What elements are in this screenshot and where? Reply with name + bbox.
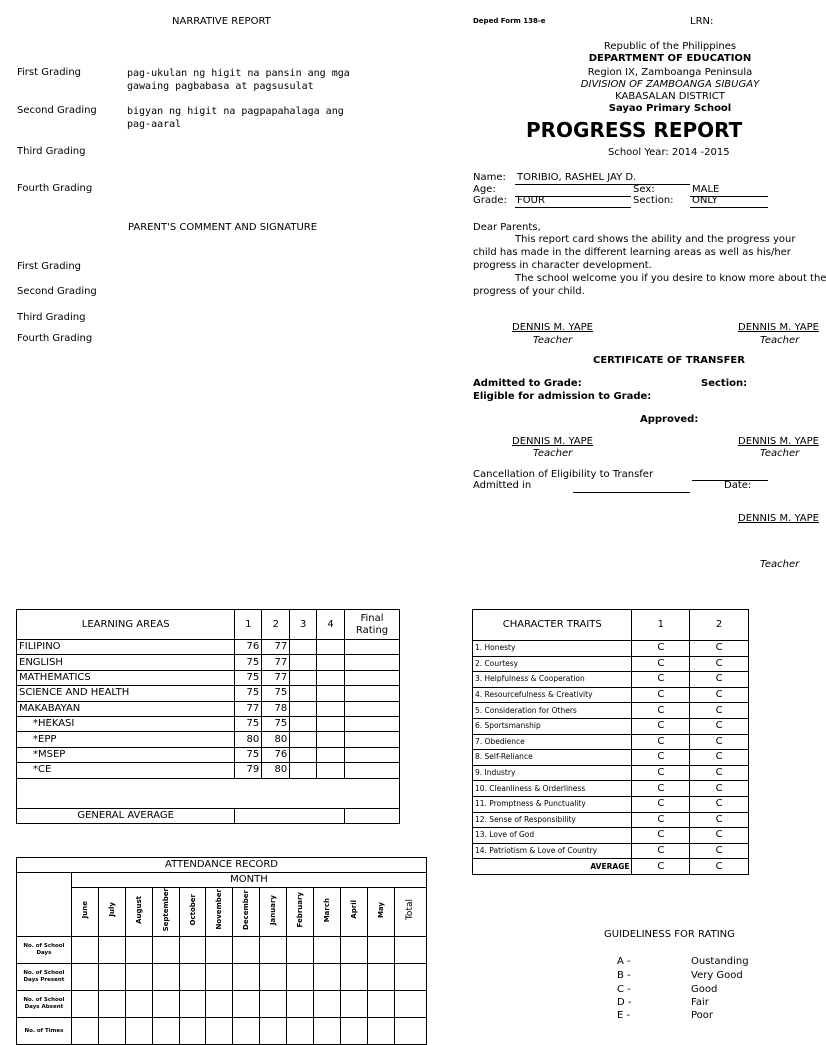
la-q1: 77	[235, 701, 262, 716]
la-q2: 75	[262, 686, 290, 701]
la-q2: 78	[262, 701, 290, 716]
table-row	[473, 734, 749, 750]
student-name: TORIBIO, RASHEL JAY D.	[517, 172, 637, 183]
guideline-desc: Fair	[691, 997, 709, 1008]
attendance-row-label: No. of School Days	[17, 937, 72, 964]
ct-trait: 6. Sportsmanship	[473, 718, 632, 734]
attendance-table	[16, 857, 427, 1045]
parents-title: PARENT'S COMMENT AND SIGNATURE	[128, 222, 318, 233]
table-row	[473, 812, 749, 828]
ct-trait: 2. Courtesy	[473, 656, 632, 672]
ct-trait: 11. Promptness & Punctuality	[473, 796, 632, 812]
ct-q1: C	[632, 687, 690, 703]
narrative-text-first-2: gawaing pagbabasa at pagsusulat	[127, 81, 314, 92]
teacher-name-2: DENNIS M. YAPE	[512, 436, 593, 447]
region: Region IX, Zamboanga Peninsula	[587, 67, 753, 78]
parents-label-second: Second Grading	[17, 286, 97, 297]
guideline-desc: Poor	[691, 1010, 714, 1021]
student-sex: MALE	[692, 184, 720, 195]
narrative-label-second: Second Grading	[17, 105, 97, 116]
narrative-label-first: First Grading	[17, 67, 82, 78]
la-q2: 75	[262, 716, 290, 731]
teacher-name: DENNIS M. YAPE	[512, 322, 593, 333]
la-area: *EPP	[17, 732, 235, 747]
attendance-title: ATTENDANCE RECORD	[17, 858, 427, 873]
ct-header-q2: 2	[690, 610, 749, 641]
la-q1: 75	[235, 716, 262, 731]
parents-label-fourth: Fourth Grading	[17, 333, 93, 344]
guideline-desc: Good	[691, 984, 718, 995]
la-q1: 80	[235, 732, 262, 747]
admitted-in-label: Admitted in	[473, 480, 532, 491]
school-name: Sayao Primary School	[608, 103, 732, 114]
grade-label: Grade:	[473, 195, 507, 206]
ct-q2: C	[690, 641, 749, 657]
name-label: Name:	[473, 172, 506, 183]
attendance-row-label: No. of Times	[17, 1018, 72, 1045]
table-row	[473, 672, 749, 688]
month-june: June	[80, 901, 89, 919]
parents-label-third: Third Grading	[17, 312, 86, 323]
table-row	[473, 781, 749, 797]
teacher-role-2: Teacher	[533, 448, 573, 459]
district: KABASALAN DISTRICT	[615, 91, 725, 102]
head-name: DENNIS M. YAPE	[738, 322, 819, 333]
ct-q2: C	[690, 656, 749, 672]
la-area: ENGLISH	[17, 655, 235, 670]
guideline-grade: C -	[617, 984, 631, 995]
parents-label-first: First Grading	[17, 261, 82, 272]
month-january: January	[269, 894, 278, 925]
lrn-label: LRN:	[690, 16, 714, 27]
ct-q1: C	[632, 812, 690, 828]
ct-average-label: AVERAGE	[473, 859, 632, 875]
month-april: April	[350, 900, 359, 920]
la-q2: 80	[262, 732, 290, 747]
table-row	[473, 796, 749, 812]
narrative-title: NARRATIVE REPORT	[172, 16, 271, 27]
table-row	[473, 687, 749, 703]
ct-trait: 8. Self-Reliance	[473, 750, 632, 766]
table-row	[473, 718, 749, 734]
table-row	[17, 763, 400, 778]
teacher-role: Teacher	[533, 335, 573, 346]
head-name-3: DENNIS M. YAPE	[738, 513, 819, 524]
form-number: Deped Form 138-e	[473, 17, 546, 25]
page-title: PROGRESS REPORT	[526, 118, 743, 142]
student-section: ONLY	[692, 195, 718, 206]
ct-q1: C	[632, 718, 690, 734]
eligible-grade: Eligible for admission to Grade:	[473, 391, 652, 402]
narrative-text-second-2: pag-aaral	[127, 119, 182, 130]
narrative-text-first-1: pag-ukulan ng higit na pansin ang mga	[127, 68, 350, 79]
ct-q1: C	[632, 796, 690, 812]
general-average-label: GENERAL AVERAGE	[17, 808, 235, 823]
table-row	[17, 640, 400, 655]
ct-q2: C	[690, 843, 749, 859]
head-role-3: Teacher	[760, 559, 800, 570]
ct-q2: C	[690, 859, 749, 875]
table-row	[473, 656, 749, 672]
guideline-grade: E -	[617, 1010, 631, 1021]
narrative-label-third: Third Grading	[17, 146, 86, 157]
sex-label: Sex:	[633, 184, 655, 195]
table-row	[473, 828, 749, 844]
narrative-label-fourth: Fourth Grading	[17, 183, 93, 194]
division: DIVISION OF ZAMBOANGA SIBUGAY	[580, 79, 760, 90]
ct-q1: C	[632, 781, 690, 797]
la-area: MATHEMATICS	[17, 670, 235, 685]
la-q2: 77	[262, 655, 290, 670]
cancellation-label: Cancellation of Eligibility to Transfer	[473, 469, 654, 480]
month-december: December	[242, 889, 251, 930]
la-header-q1: 1	[235, 610, 262, 640]
learning-areas-table	[16, 609, 400, 824]
ct-trait: 1. Honesty	[473, 641, 632, 657]
attendance-row-label: No. of School Days Present	[17, 964, 72, 991]
ct-trait: 4. Resourcefulness & Creativity	[473, 687, 632, 703]
narrative-text-second-1: bigyan ng higit na pagpapahalaga ang	[127, 106, 344, 117]
transfer-title: CERTIFICATE OF TRANSFER	[593, 355, 745, 366]
table-row	[17, 732, 400, 747]
month-march: March	[323, 897, 332, 922]
letter-greeting: Dear Parents,	[473, 222, 541, 233]
la-area: MAKABAYAN	[17, 701, 235, 716]
ct-q2: C	[690, 734, 749, 750]
month-may: May	[376, 901, 385, 918]
la-q2: 77	[262, 670, 290, 685]
ct-header-trait: CHARACTER TRAITS	[473, 610, 632, 641]
letter-line-4: The school welcome you if you desire to know more about the	[515, 273, 826, 284]
date-label: Date:	[724, 480, 752, 491]
table-row	[473, 765, 749, 781]
ct-q2: C	[690, 812, 749, 828]
age-label: Age:	[473, 184, 496, 195]
ct-trait: 9. Industry	[473, 765, 632, 781]
ct-q2: C	[690, 781, 749, 797]
la-q1: 76	[235, 640, 262, 655]
la-q1: 75	[235, 686, 262, 701]
school-year: School Year: 2014 -2015	[608, 147, 730, 158]
table-row	[473, 843, 749, 859]
letter-line-5: progress of your child.	[473, 286, 585, 297]
letter-line-3: progress in character development.	[473, 260, 652, 271]
guideline-grade: A -	[617, 956, 631, 967]
month-september: September	[161, 888, 170, 932]
la-q1: 75	[235, 655, 262, 670]
ct-q1: C	[632, 765, 690, 781]
ct-trait: 5. Consideration for Others	[473, 703, 632, 719]
section-label: Section:	[633, 195, 674, 206]
approved-label: Approved:	[640, 414, 699, 425]
la-area: SCIENCE AND HEALTH	[17, 686, 235, 701]
ct-q1: C	[632, 750, 690, 766]
month-february: February	[296, 891, 305, 928]
admitted-grade: Admitted to Grade:	[473, 378, 582, 389]
head-role-2: Teacher	[760, 448, 800, 459]
la-q1: 79	[235, 763, 262, 778]
ct-q2: C	[690, 750, 749, 766]
table-row	[473, 703, 749, 719]
ct-q1: C	[632, 843, 690, 859]
la-q1: 75	[235, 747, 262, 762]
month-july: July	[107, 902, 116, 917]
table-row	[17, 701, 400, 716]
ct-trait: 3. Helpfulness & Cooperation	[473, 672, 632, 688]
republic: Republic of the Philippines	[603, 41, 737, 52]
ct-trait: 10. Cleanliness & Orderliness	[473, 781, 632, 797]
table-row	[17, 686, 400, 701]
la-header-area: LEARNING AREAS	[17, 610, 235, 640]
guideline-grade: B -	[617, 970, 631, 981]
la-header-q2: 2	[262, 610, 290, 640]
ct-q2: C	[690, 828, 749, 844]
la-header-q4: 4	[317, 610, 345, 640]
character-traits-table	[472, 609, 749, 875]
department: DEPARTMENT OF EDUCATION	[588, 53, 752, 64]
ct-q1: C	[632, 703, 690, 719]
month-november: November	[215, 889, 224, 930]
la-header-final: Final Rating	[345, 610, 400, 640]
la-area: *CE	[17, 763, 235, 778]
la-q2: 80	[262, 763, 290, 778]
la-q2: 77	[262, 640, 290, 655]
guideline-desc: Very Good	[691, 970, 743, 981]
student-grade: FOUR	[517, 195, 545, 206]
table-row	[17, 747, 400, 762]
table-row	[473, 859, 749, 875]
la-area: *HEKASI	[17, 716, 235, 731]
attendance-month: MONTH	[71, 873, 426, 888]
letter-line-2: child has made in the different learning areas as well as his/her	[473, 247, 791, 258]
head-role: Teacher	[760, 335, 800, 346]
table-row	[473, 750, 749, 766]
ct-q1: C	[632, 859, 690, 875]
month-august: August	[134, 895, 143, 924]
ct-q1: C	[632, 828, 690, 844]
ct-q2: C	[690, 765, 749, 781]
ct-q2: C	[690, 687, 749, 703]
table-row	[17, 655, 400, 670]
la-area: FILIPINO	[17, 640, 235, 655]
ct-q2: C	[690, 672, 749, 688]
ct-trait: 7. Obedience	[473, 734, 632, 750]
guideline-desc: Oustanding	[691, 956, 749, 967]
ct-q2: C	[690, 796, 749, 812]
table-row	[473, 641, 749, 657]
table-row	[17, 670, 400, 685]
la-area: *MSEP	[17, 747, 235, 762]
transfer-section: Section:	[701, 378, 748, 389]
ct-q2: C	[690, 703, 749, 719]
guidelines-title: GUIDELINESS FOR RATING	[604, 929, 735, 940]
attendance-row-label: No. of School Days Absent	[17, 991, 72, 1018]
ct-trait: 14. Patriotism & Love of Country	[473, 843, 632, 859]
ct-q1: C	[632, 656, 690, 672]
ct-trait: 13. Love of God	[473, 828, 632, 844]
month-october: October	[188, 893, 197, 926]
month-total: Total	[405, 899, 416, 921]
table-row	[17, 716, 400, 731]
ct-q1: C	[632, 641, 690, 657]
ct-q1: C	[632, 734, 690, 750]
ct-header-q1: 1	[632, 610, 690, 641]
ct-q1: C	[632, 672, 690, 688]
la-header-q3: 3	[290, 610, 317, 640]
la-q2: 76	[262, 747, 290, 762]
ct-trait: 12. Sense of Responsibility	[473, 812, 632, 828]
guideline-grade: D -	[617, 997, 632, 1008]
letter-line-1: This report card shows the ability and the progress your	[515, 234, 796, 245]
la-q1: 75	[235, 670, 262, 685]
ct-q2: C	[690, 718, 749, 734]
head-name-2: DENNIS M. YAPE	[738, 436, 819, 447]
